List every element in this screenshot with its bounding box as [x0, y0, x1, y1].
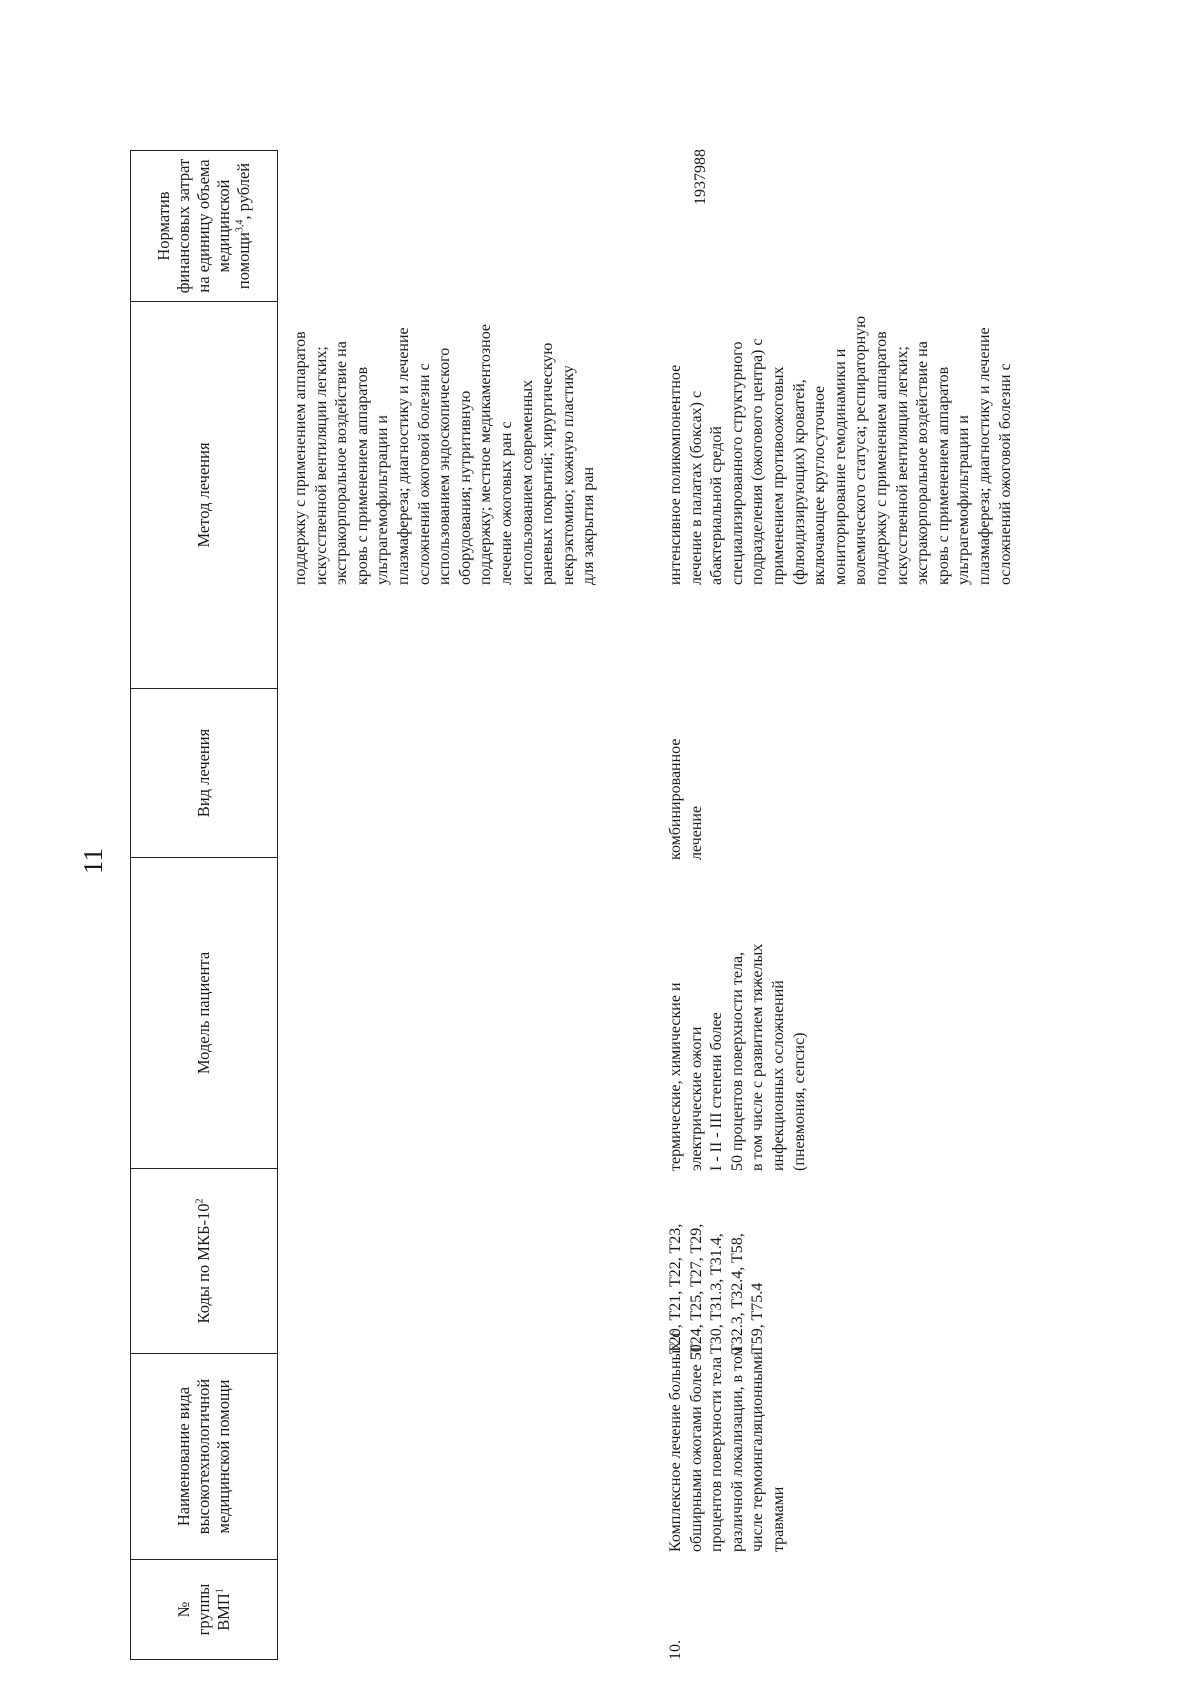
continuation-norm: 1937988: [692, 149, 709, 205]
row-10-type: комбинированное лечение: [667, 738, 705, 860]
header-model-label: Модель пациента: [193, 951, 213, 1075]
header-norm-label: Норматив финансовых затрат на единицу объема медицинской помощи: [153, 158, 254, 294]
table-header: [130, 150, 278, 1660]
header-method-label: Метод лечения: [193, 442, 213, 548]
row-10-method: интенсивное поликомпонентное лечение в палатах (боксах) с абактериальной средой специализированного структурного подразделения (ожогового центра) с применением противоожоговых (флюидизирующих) кроватей, включающее круглосуточное мониторирование гемодинамики и волемического статуса; респираторную поддержку с применением аппаратов искусственной вентиляции легких; экстракорпоральное воздействие на кровь с применением аппаратов ультрагемофильтрации и плазмафереза; диагностику и лечение осложнений ожоговой болезни с: [667, 315, 1014, 585]
continuation-method: поддержку с применением аппаратов искусственной вентиляции легких; экстракорпоральное воздействие на кровь с применением аппаратов ультрагемофильтрации и плазмафереза; диагностику и лечение осложнений ожоговой болезни с использованием эндоскопического оборудования; нутритивную поддержку; местное медикаментозное лечение ожоговых ран с использованием современных раневых покрытий; хирургическую некрэктомию; кожную пластику для закрытия ран: [292, 324, 598, 585]
header-name-label: Наименование вида высокотехнологичной медицинской помощи: [173, 1378, 234, 1535]
header-type: [131, 689, 278, 858]
header-model: [131, 858, 278, 1169]
header-group-number-footnote: 1: [214, 1588, 226, 1594]
header-name: [131, 1354, 278, 1560]
header-norm: [131, 151, 278, 302]
header-type-label: Вид лечения: [193, 728, 213, 818]
header-norm-footnote: 3,4: [234, 219, 246, 233]
row-10-codes: T20, T21, T22, T23, T24, T25, T27, T29, T30, T31.3, T31.4, T32.3, T32.4, T58, T59, T75.4: [667, 1223, 767, 1354]
row-10-model: термические, химические и электрические ожоги I - II - III степени более 50 процентов поверхности тела, в том числе с развитием тяжелых инфекционных осложнений (пневмония, сепсис): [667, 943, 808, 1171]
page-number: 11: [78, 848, 108, 874]
header-group-number-label: № группы ВМП: [173, 1583, 234, 1636]
header-codes-label: Коды по МКБ-10: [193, 1203, 213, 1324]
row-10-number: 10.: [667, 1640, 684, 1660]
header-norm-unit: , рублей: [234, 162, 254, 220]
header-method: [131, 302, 278, 689]
row-10-name: Комплексное лечение больных с обширными ожогами более 50 процентов поверхности тела различной локализации, в том числе термоингаляционными травмами: [667, 1330, 787, 1552]
header-group-number: [131, 1560, 278, 1660]
header-codes: [131, 1169, 278, 1354]
header-codes-footnote: 2: [194, 1198, 206, 1204]
